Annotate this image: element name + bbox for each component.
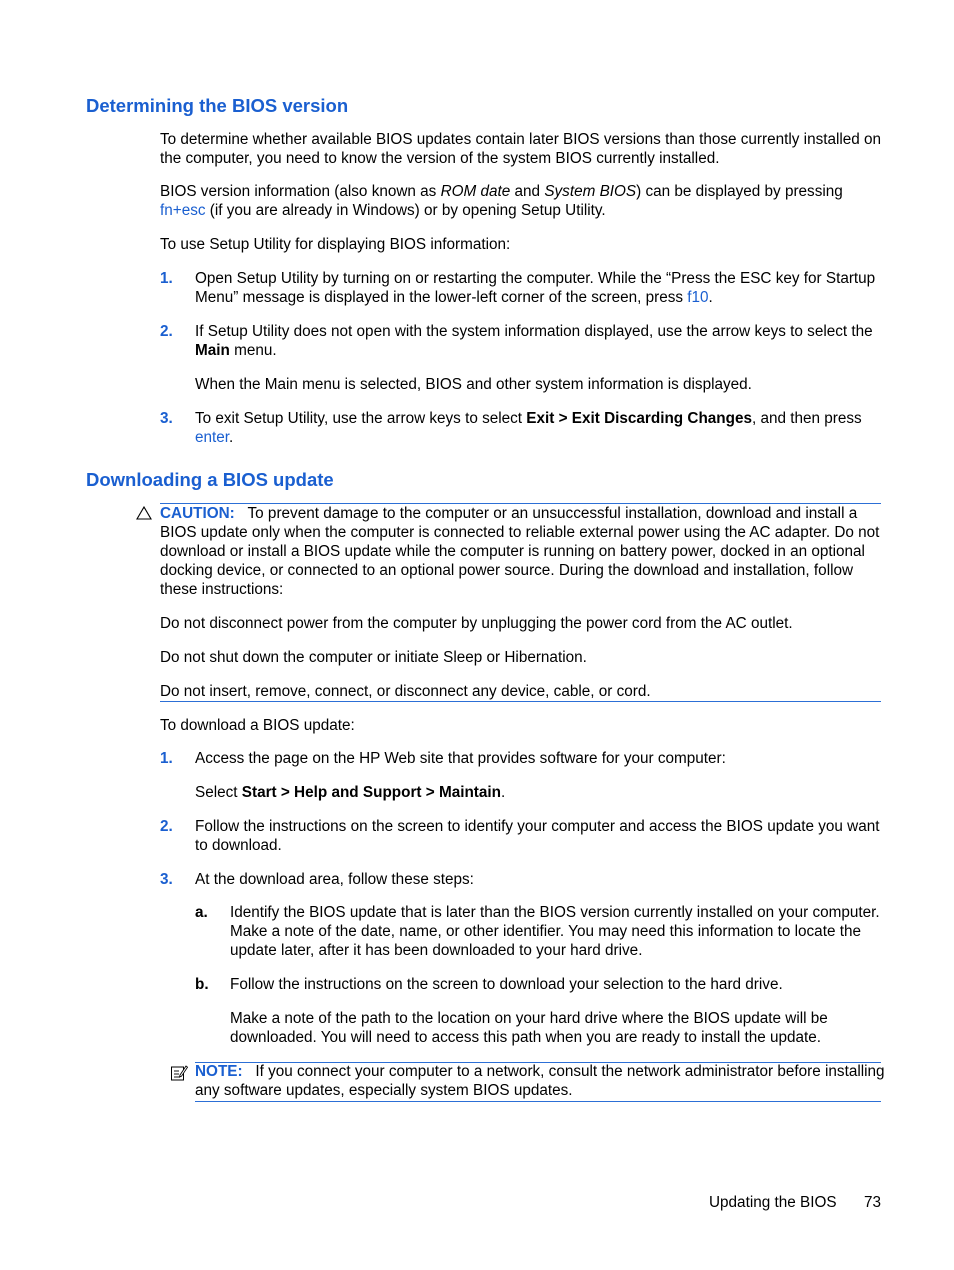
text: To exit Setup Utility, use the arrow keys to select — [195, 410, 527, 427]
step-text — [195, 269, 885, 307]
footer-section-title: Updating the BIOS — [709, 1194, 837, 1211]
substep-text: Follow the instructions on the screen to download your selection to the hard drive. — [230, 976, 783, 993]
text: , and then press — [752, 410, 862, 427]
text: . — [708, 289, 713, 306]
step-text — [195, 409, 885, 447]
note-text — [195, 1062, 885, 1100]
step-text: At the download area, follow these steps: — [195, 871, 474, 888]
step-text: Follow the instructions on the screen to identify your computer and access the BIOS update you want to download. — [195, 818, 880, 854]
text: If Setup Utility does not open with the system information displayed, use the arrow keys to select the — [195, 323, 873, 340]
section-heading-download: Downloading a BIOS update — [86, 469, 334, 490]
step-number: 2. — [160, 323, 173, 340]
substep-extra: Make a note of the path to the location on your hard drive where the BIOS update will be downloaded. You will need to access this path when you are ready to install the update. — [230, 1010, 828, 1046]
menu-path: Start > Help and Support > Maintain — [241, 784, 501, 801]
menu-exit: Exit > Exit Discarding Changes — [526, 410, 752, 427]
substep-label: b. — [195, 976, 209, 993]
text: Open Setup Utility by turning on or restarting the computer. While the “Press the ESC key for Startup Menu” message is displayed in the lower-left corner of the screen, press — [195, 270, 876, 306]
note-pencil-icon — [170, 1064, 188, 1082]
caution-triangle-icon — [136, 506, 152, 520]
term-system-bios: System BIOS — [544, 183, 637, 200]
text: menu. — [229, 342, 277, 359]
caution-bottom-rule — [160, 701, 881, 702]
caution-paragraph: Do not disconnect power from the computer by unplugging the power cord from the AC outlet. — [160, 615, 793, 632]
section-heading-bios-version: Determining the BIOS version — [86, 95, 349, 116]
paragraph-setup-utility: To use Setup Utility for displaying BIOS information: — [160, 236, 511, 253]
text: and — [510, 183, 545, 200]
step-number: 3. — [160, 871, 173, 888]
text: . — [229, 429, 234, 446]
substep-text: Identify the BIOS update that is later than the BIOS version currently installed on your computer. Make a note of the date, name, or other identifier. You may need this information to locate the update later, after it has been downloaded to your hard drive. — [230, 904, 880, 959]
substep-label: a. — [195, 904, 208, 921]
page-number: 73 — [864, 1194, 882, 1211]
caution-paragraph: Do not shut down the computer or initiate Sleep or Hibernation. — [160, 649, 587, 666]
step-number: 1. — [160, 270, 173, 287]
caution-label: CAUTION: — [160, 505, 235, 522]
text: BIOS version information (also known as — [160, 183, 441, 200]
text: (if you are already in Windows) or by opening Setup Utility. — [205, 202, 606, 219]
text: If you connect your computer to a network, consult the network administrator before installing any software updates, especially system BIOS updates. — [195, 1063, 885, 1099]
menu-main: Main — [195, 342, 230, 359]
text: . — [501, 784, 506, 801]
step-extra: When the Main menu is selected, BIOS and other system information is displayed. — [195, 376, 752, 393]
step-text — [195, 322, 885, 360]
step-text: Access the page on the HP Web site that provides software for your computer: — [195, 750, 726, 767]
paragraph-download-intro: To download a BIOS update: — [160, 717, 355, 734]
key-fn-esc: fn+esc — [160, 202, 206, 219]
step-number: 3. — [160, 410, 173, 427]
paragraph-intro: To determine whether available BIOS updates contain later BIOS versions than those currently installed on the computer, you need to know the version of the system BIOS currently installed. — [160, 131, 882, 167]
step-number: 1. — [160, 750, 173, 767]
caution-text — [160, 504, 884, 599]
note-bottom-rule — [195, 1101, 881, 1102]
caution-paragraph: Do not insert, remove, connect, or disconnect any device, cable, or cord. — [160, 683, 651, 700]
step-select — [195, 783, 885, 802]
step-number: 2. — [160, 818, 173, 835]
text: Select — [195, 784, 242, 801]
term-rom-date: ROM date — [440, 183, 511, 200]
key-f10: f10 — [687, 289, 709, 306]
key-enter: enter — [195, 429, 230, 446]
text: ) can be displayed by pressing — [636, 183, 843, 200]
paragraph-bios-info — [160, 182, 884, 220]
text: To prevent damage to the computer or an unsuccessful installation, download and install a BIOS update only when the computer is connected to reliable external power using the AC adapter. Do not download or install a BIOS update while the computer is running on battery power, docked in an optional docking device, or connected to an optional power source. During the download and installation, follow these instructions: — [160, 505, 880, 598]
note-label: NOTE: — [195, 1063, 243, 1080]
